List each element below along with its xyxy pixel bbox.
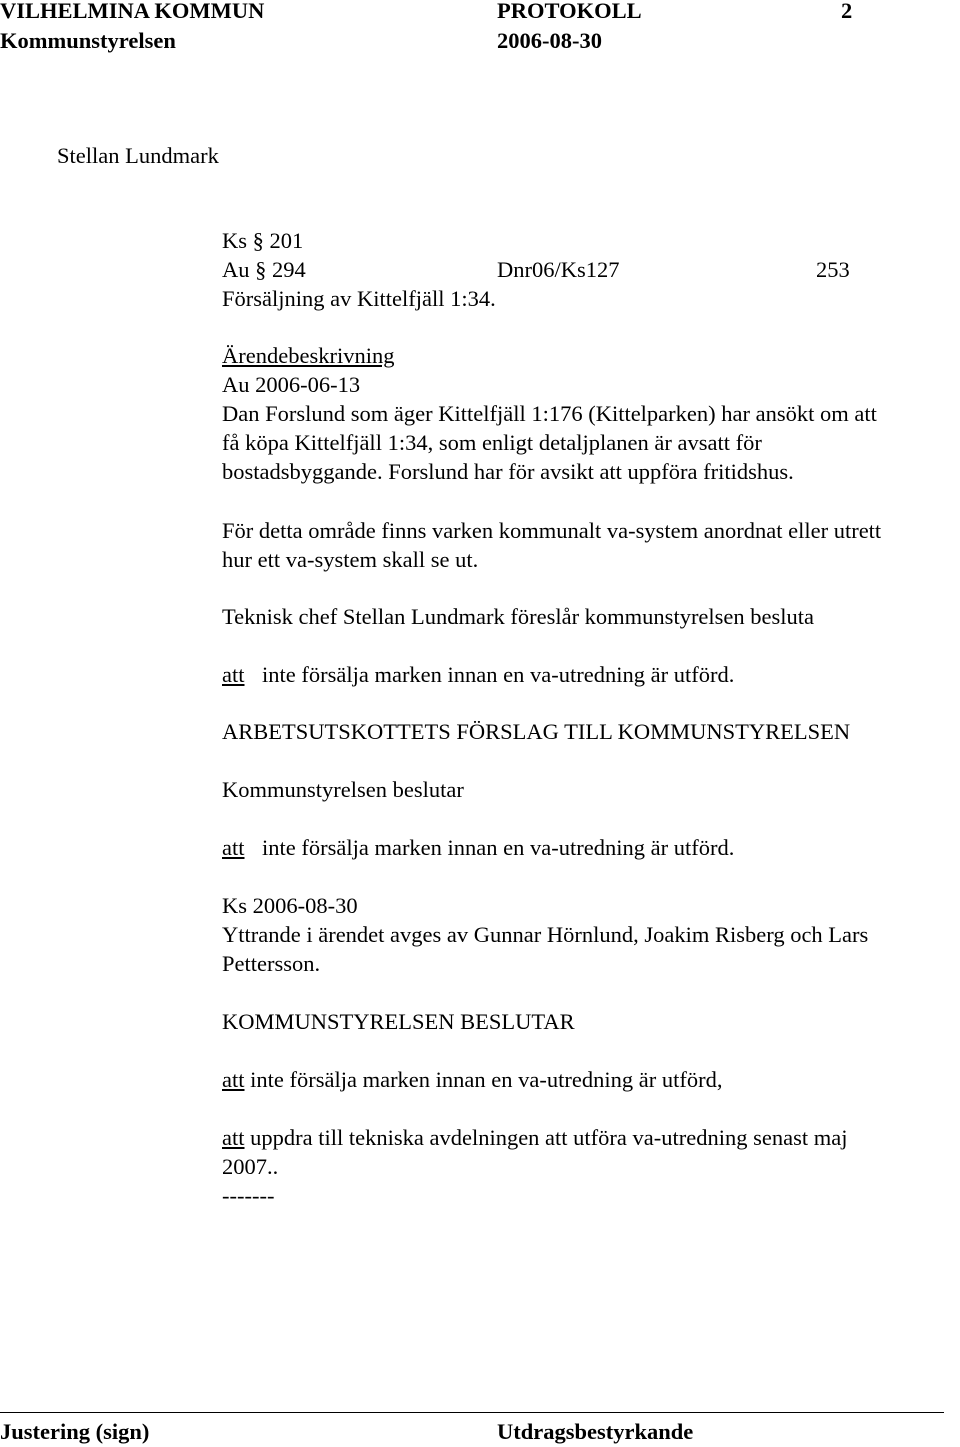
body-line: få köpa Kittelfjäll 1:34, som enligt detaljplanen är avsatt för bbox=[222, 430, 762, 455]
ks-meeting-date: Ks 2006-08-30 bbox=[222, 893, 358, 918]
att-keyword: att bbox=[222, 835, 245, 860]
ks-paragraph-ref: Ks § 201 bbox=[222, 228, 304, 253]
proposal-text: inte försälja marken innan en va-utredning är utförd. bbox=[262, 835, 735, 860]
subject-line: Försäljning av Kittelfjäll 1:34. bbox=[222, 286, 496, 311]
decision-heading: KOMMUNSTYRELSEN BESLUTAR bbox=[222, 1009, 575, 1034]
case-number: 253 bbox=[816, 257, 850, 282]
header-doc-type: PROTOKOLL bbox=[497, 0, 642, 23]
body-line: bostadsbyggande. Forslund har för avsikt att uppföra fritidshus. bbox=[222, 459, 794, 484]
body-line: Yttrande i ärendet avges av Gunnar Hörnlund, Joakim Risberg och Lars bbox=[222, 922, 869, 947]
au-paragraph-ref: Au § 294 bbox=[222, 257, 306, 282]
signature-line bbox=[0, 1412, 944, 1413]
header-date: 2006-08-30 bbox=[497, 28, 602, 53]
body-line: Dan Forslund som äger Kittelfjäll 1:176 (Kittelparken) har ansökt om att bbox=[222, 401, 877, 426]
header-org: VILHELMINA KOMMUN bbox=[0, 0, 265, 23]
decision-text: uppdra till tekniska avdelningen att utföra va-utredning senast maj bbox=[244, 1125, 848, 1150]
body-line: Teknisk chef Stellan Lundmark föreslår kommunstyrelsen besluta bbox=[222, 604, 815, 629]
body-line: Pettersson. bbox=[222, 951, 321, 976]
decision-line bbox=[222, 1123, 847, 1152]
proposal-line bbox=[222, 833, 734, 862]
header-body-name: Kommunstyrelsen bbox=[0, 28, 176, 53]
footer-utdragsbestyrkande: Utdragsbestyrkande bbox=[497, 1419, 694, 1444]
ks-beslutar-line: Kommunstyrelsen beslutar bbox=[222, 777, 464, 802]
proposal-text: inte försälja marken innan en va-utredning är utförd. bbox=[262, 662, 735, 687]
att-keyword: att bbox=[222, 1125, 245, 1150]
body-line: hur ett va-system skall se ut. bbox=[222, 547, 479, 572]
dnr-ref: Dnr06/Ks127 bbox=[497, 257, 620, 282]
footer-justering: Justering (sign) bbox=[0, 1419, 150, 1444]
body-line: Au 2006-06-13 bbox=[222, 372, 361, 397]
decision-text: inte försälja marken innan en va-utredning är utförd, bbox=[244, 1067, 723, 1092]
att-keyword: att bbox=[222, 662, 245, 687]
end-marker: ------- bbox=[222, 1183, 275, 1208]
au-proposal-heading: ARBETSUTSKOTTETS FÖRSLAG TILL KOMMUNSTYRELSEN bbox=[222, 719, 851, 744]
att-keyword: att bbox=[222, 1067, 245, 1092]
decision-continuation: 2007.. bbox=[222, 1154, 279, 1179]
decision-line bbox=[222, 1065, 722, 1094]
header-page-number: 2 bbox=[841, 0, 853, 23]
section-heading: Ärendebeskrivning bbox=[222, 343, 395, 368]
responsible-name: Stellan Lundmark bbox=[57, 143, 219, 168]
body-line: För detta område finns varken kommunalt va-system anordnat eller utrett bbox=[222, 518, 882, 543]
proposal-line bbox=[222, 660, 734, 689]
